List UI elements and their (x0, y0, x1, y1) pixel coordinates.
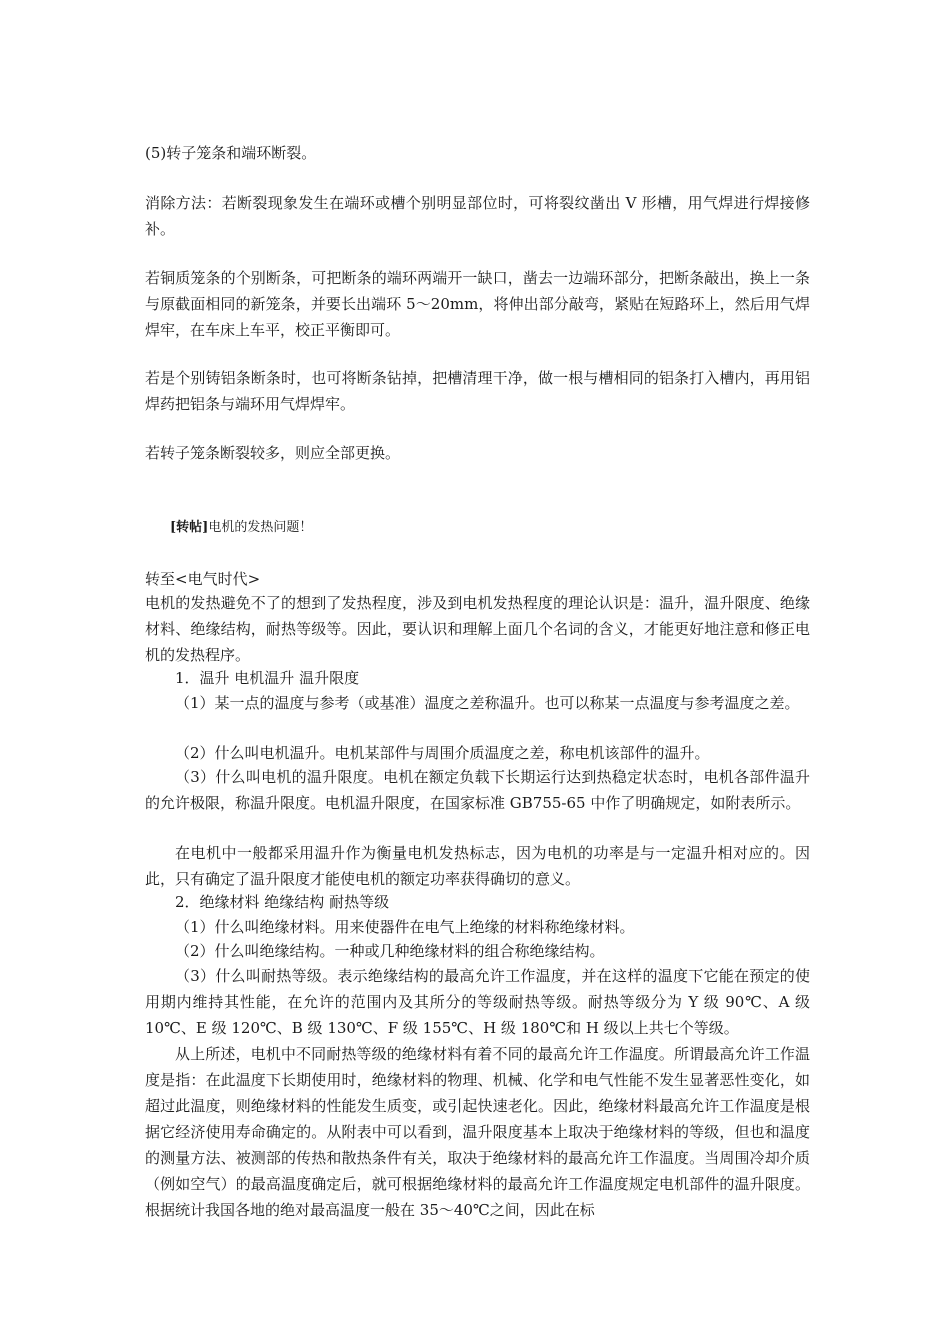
paragraph: （1）某一点的温度与参考（或基准）温度之差称温升。也可以称某一点温度与参考温度之差。 (175, 694, 800, 712)
paragraph: 在电机中一般都采用温升作为衡量电机发热标志，因为电机的功率是与一定温升相对应的。因此，只有确定了温升限度才能使电机的额定功率获得确切的意义。 (145, 844, 810, 888)
article-source: 转至<电气时代> (145, 570, 261, 588)
paragraph: （2）什么叫电机温升。电机某部件与周围介质温度之差，称电机该部件的温升。 (175, 744, 710, 762)
paragraph: 从上所述，电机中不同耐热等级的绝缘材料有着不同的最高允许工作温度。所谓最高允许工作温度是指：在此温度下长期使用时，绝缘材料的物理、机械、化学和电气性能不发生显著恶性变化，如超过此温度，则绝缘材料的性能发生质变，或引起快速老化。因此，绝缘材料最高允许工作温度是根据它经济使用寿命确定的。从附表中可以看到，温升限度基本上取决于绝缘材料的等级，但也和温度的测量方法、被测部的传热和散热条件有关，取决于绝缘材料的最高允许工作温度。当周围冷却介质（例如空气）的最高温度确定后，就可根据绝缘材料的最高允许工作温度规定电机部件的温升限度。根据统计我国各地的绝对最高温度一般在 35～40℃之间，因此在标 (145, 1045, 810, 1219)
paragraph: 若铜质笼条的个别断条，可把断条的端环两端开一缺口，凿去一边端环部分，把断条敲出，换上一条与原截面相同的新笼条，并要长出端环 5～20mm，将伸出部分敲弯，紧贴在短路环上，然后用气焊焊牢，在车床上车平，校正平衡即可。 (145, 269, 810, 339)
article-title: 电机的发热问题！ (208, 520, 313, 535)
paragraph: （2）什么叫绝缘结构。一种或几种绝缘材料的组合称绝缘结构。 (175, 942, 605, 960)
article-intro: 电机的发热避免不了的想到了发热程度，涉及到电机发热程度的理论认识是：温升，温升限度、绝缘材料、绝缘结构，耐热等级等。因此，要认识和理解上面几个名词的含义，才能更好地注意和修正电机的发热程序。 (145, 594, 810, 664)
subheading-1: 1．温升 电机温升 温升限度 (175, 669, 360, 687)
paragraph: 消除方法：若断裂现象发生在端环或槽个别明显部位时，可将裂纹凿出 V 形槽，用气焊进行焊接修补。 (145, 194, 810, 238)
subheading-2: 2．绝缘材料 绝缘结构 耐热等级 (175, 893, 390, 911)
paragraph: 若转子笼条断裂较多，则应全部更换。 (145, 444, 401, 462)
paragraph: （1）什么叫绝缘材料。用来使器件在电气上绝缘的材料称绝缘材料。 (175, 918, 635, 936)
article-heading (170, 518, 312, 538)
article-tag: [转帖] (170, 520, 209, 535)
section-title: (5)转子笼条和端环断裂。 (145, 144, 317, 162)
paragraph: （3）什么叫耐热等级。表示绝缘结构的最高允许工作温度，并在这样的温度下它能在预定的使用期内维持其性能，在允许的范围内及其所分的等级耐热等级。耐热等级分为 Y 级 90℃、A 级 10℃、E 级 120℃、B 级 130℃、F 级 155℃、H 级 180℃和 H 级以上共七个等级。 (145, 967, 810, 1037)
paragraph: 若是个别铸铝条断条时，也可将断条钻掉，把槽清理干净，做一根与槽相同的铝条打入槽内，再用铝焊药把铝条与端环用气焊焊牢。 (145, 369, 810, 413)
paragraph: （3）什么叫电机的温升限度。电机在额定负载下长期运行达到热稳定状态时，电机各部件温升的允许极限，称温升限度。电机温升限度，在国家标准 GB755-65 中作了明确规定，如附表所示。 (145, 768, 810, 812)
